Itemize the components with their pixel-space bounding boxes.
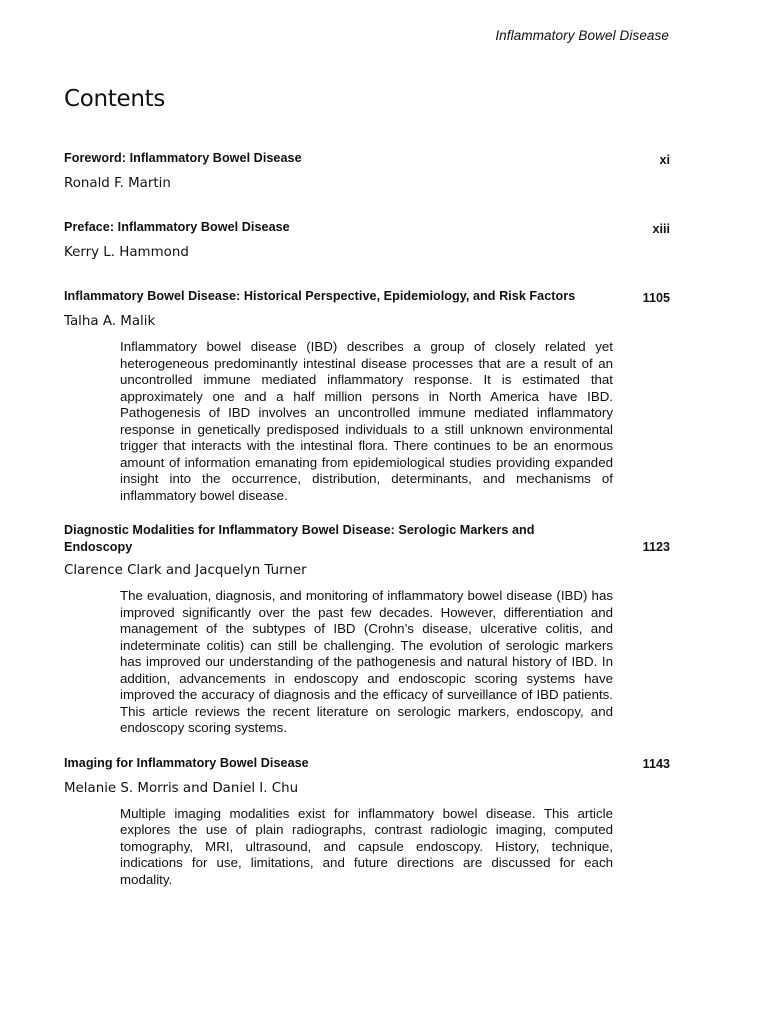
entry-page-number[interactable]: xiii: [652, 221, 670, 236]
entry-authors: Kerry L. Hammond: [64, 245, 189, 260]
entry-heading: [64, 755, 670, 773]
entry-title[interactable]: Foreword: Inflammatory Bowel Disease: [64, 151, 302, 165]
page-title: Contents: [64, 86, 166, 112]
entry-abstract: Inflammatory bowel disease (IBD) describes a group of closely related yet heterogeneous predominantly intestinal disease processes that are a result of an uncontrolled immune mediated inflammatory response. It is estimated that approximately one and a half million persons in North America have IBD. Pathogenesis of IBD involves an uncontrolled immune mediated inflammatory response in genetically predisposed individuals to a still unknown environmental trigger that interacts with the intestinal flora. There continues to be an enormous amount of information emanating from epidemiological studies providing expanded insight into the occurrence, distribution, determinants, and mechanisms of inflammatory bowel disease.: [120, 339, 613, 503]
entry-authors: Ronald F. Martin: [64, 176, 171, 191]
toc-entry-historical-perspective[interactable]: [64, 288, 670, 504]
entry-heading: [64, 522, 670, 555]
entry-heading: [64, 150, 670, 168]
entry-page-number[interactable]: 1123: [642, 539, 670, 554]
toc-entry-preface[interactable]: [64, 219, 670, 262]
entry-abstract: Multiple imaging modalities exist for inflammatory bowel disease. This article explores the use of plain radiographs, contrast radiologic imaging, computed tomography, MRI, ultrasound, and capsule endoscopy. History, technique, indications for use, limitations, and future directions are discussed for each modality.: [120, 805, 613, 887]
entry-heading: [64, 219, 670, 237]
entry-page-number[interactable]: xi: [659, 152, 670, 167]
entry-spacer: [64, 193, 670, 219]
entry-authors: Melanie S. Morris and Daniel I. Chu: [64, 780, 299, 796]
entry-spacer: [64, 737, 670, 755]
entry-authors: Talha A. Malik: [64, 314, 156, 329]
entry-title[interactable]: Diagnostic Modalities for Inflammatory Bowel Disease: Serologic Markers and Endoscopy: [64, 523, 535, 554]
entry-spacer: [64, 262, 670, 288]
entry-spacer: [64, 504, 670, 522]
entry-page-number[interactable]: 1143: [642, 757, 670, 771]
entry-title[interactable]: Preface: Inflammatory Bowel Disease: [64, 220, 290, 234]
toc-entry-diagnostic-modalities[interactable]: [64, 522, 670, 737]
toc-entry-imaging[interactable]: [64, 755, 670, 889]
entry-page-number[interactable]: 1105: [642, 290, 670, 305]
entry-authors: Clarence Clark and Jacquelyn Turner: [64, 563, 307, 578]
entry-abstract: The evaluation, diagnosis, and monitoring of inflammatory bowel disease (IBD) has improved significantly over the past few decades. However, differentiation and management of the subtypes of IBD (Crohn’s disease, ulcerative colitis, and indeterminate colitis) can still be challenging. The evolution of serologic markers has improved our understanding of the pathogenesis and natural history of IBD. In addition, advancements in endoscopy and endoscopic scoring systems have improved the accuracy of diagnosis and the efficacy of surveillance of IBD patients. This article reviews the recent literature on serologic markers, endoscopy, and endoscopy scoring systems.: [120, 588, 613, 735]
entry-title[interactable]: Inflammatory Bowel Disease: Historical Perspective, Epidemiology, and Risk Factors: [64, 289, 576, 303]
contents-list: [64, 150, 670, 888]
running-head: Inflammatory Bowel Disease: [495, 28, 669, 43]
entry-heading: [64, 288, 670, 306]
entry-title[interactable]: Imaging for Inflammatory Bowel Disease: [64, 755, 309, 770]
toc-entry-foreword[interactable]: [64, 150, 670, 193]
